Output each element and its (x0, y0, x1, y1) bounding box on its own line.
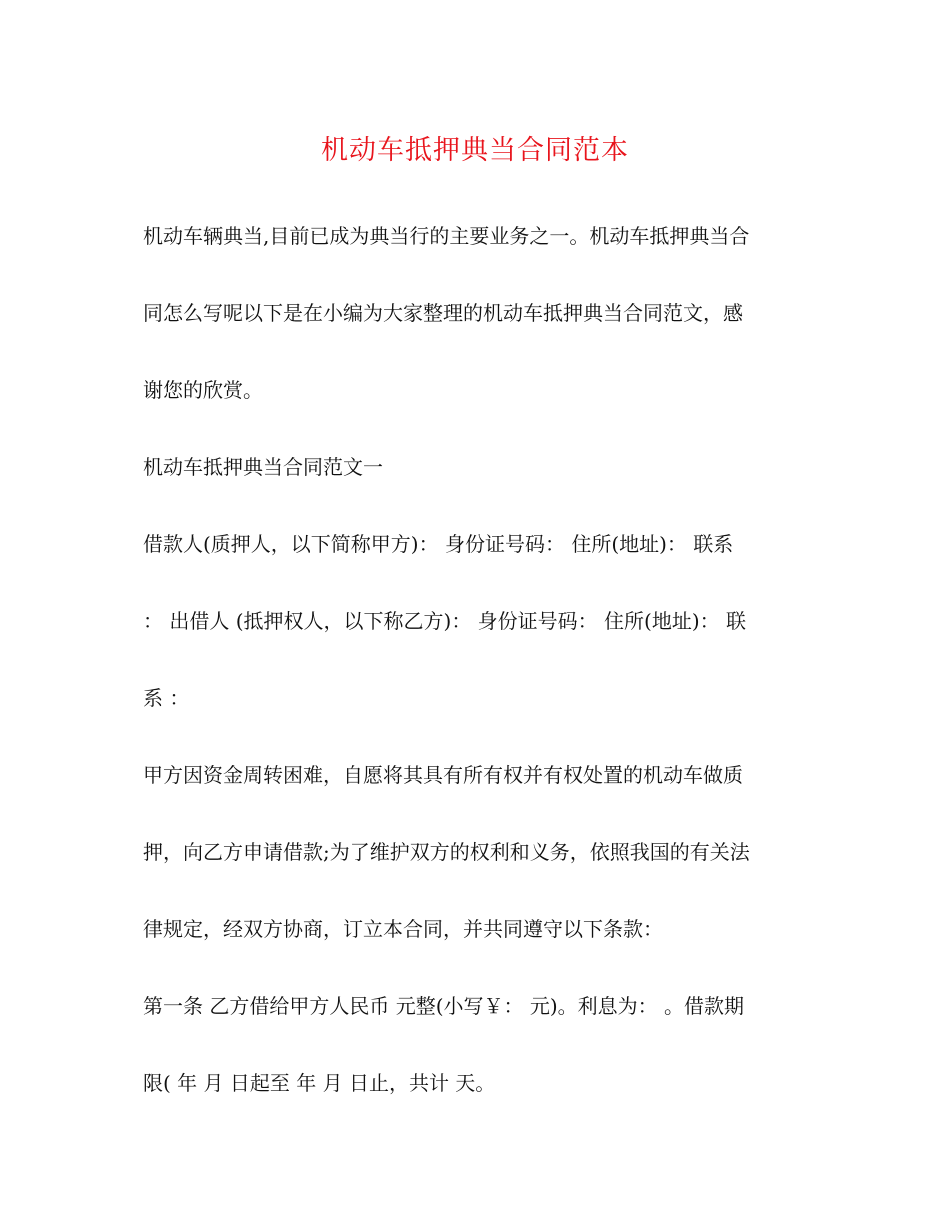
text-line: 甲方因资金周转困难，自愿将其具有所有权并有权处置的机动车做质 (143, 763, 743, 787)
text-line: 押，向乙方申请借款;为了维护双方的权利和义务，依照我国的有关法 (143, 840, 750, 864)
article-one-paragraph (143, 985, 813, 1105)
text-line: 谢您的欣赏。 (143, 378, 263, 402)
text-line: 第一条 乙方借给甲方人民币 元整(小写￥： 元)。利息为： 。借款期 (143, 994, 745, 1018)
text-line: 系 ： (143, 686, 190, 710)
intro-paragraph (143, 215, 813, 412)
text-line: 机动车辆典当,目前已成为典当行的主要业务之一。机动车抵押典当合 (143, 224, 750, 248)
text-line: 限( 年 月 日起至 年 月 日止，共计 天。 (143, 1071, 496, 1095)
text-line: ： 出借人 (抵押权人，以下称乙方)： 身份证号码： 住所(地址)： 联 (143, 609, 746, 633)
parties-paragraph (143, 523, 813, 720)
text-line: 借款人(质押人，以下简称甲方)： 身份证号码： 住所(地址)： 联系 (143, 532, 734, 556)
document-title: 机动车抵押典当合同范本 (321, 135, 629, 166)
section-heading (143, 446, 813, 489)
text-line: 机动车抵押典当合同范文一 (143, 455, 383, 479)
document-body (143, 215, 813, 1139)
text-line: 同怎么写呢以下是在小编为大家整理的机动车抵押典当合同范文，感 (143, 301, 743, 325)
text-line: 律规定，经双方协商，订立本合同，并共同遵守以下条款： (143, 917, 663, 941)
purpose-paragraph (143, 754, 813, 951)
